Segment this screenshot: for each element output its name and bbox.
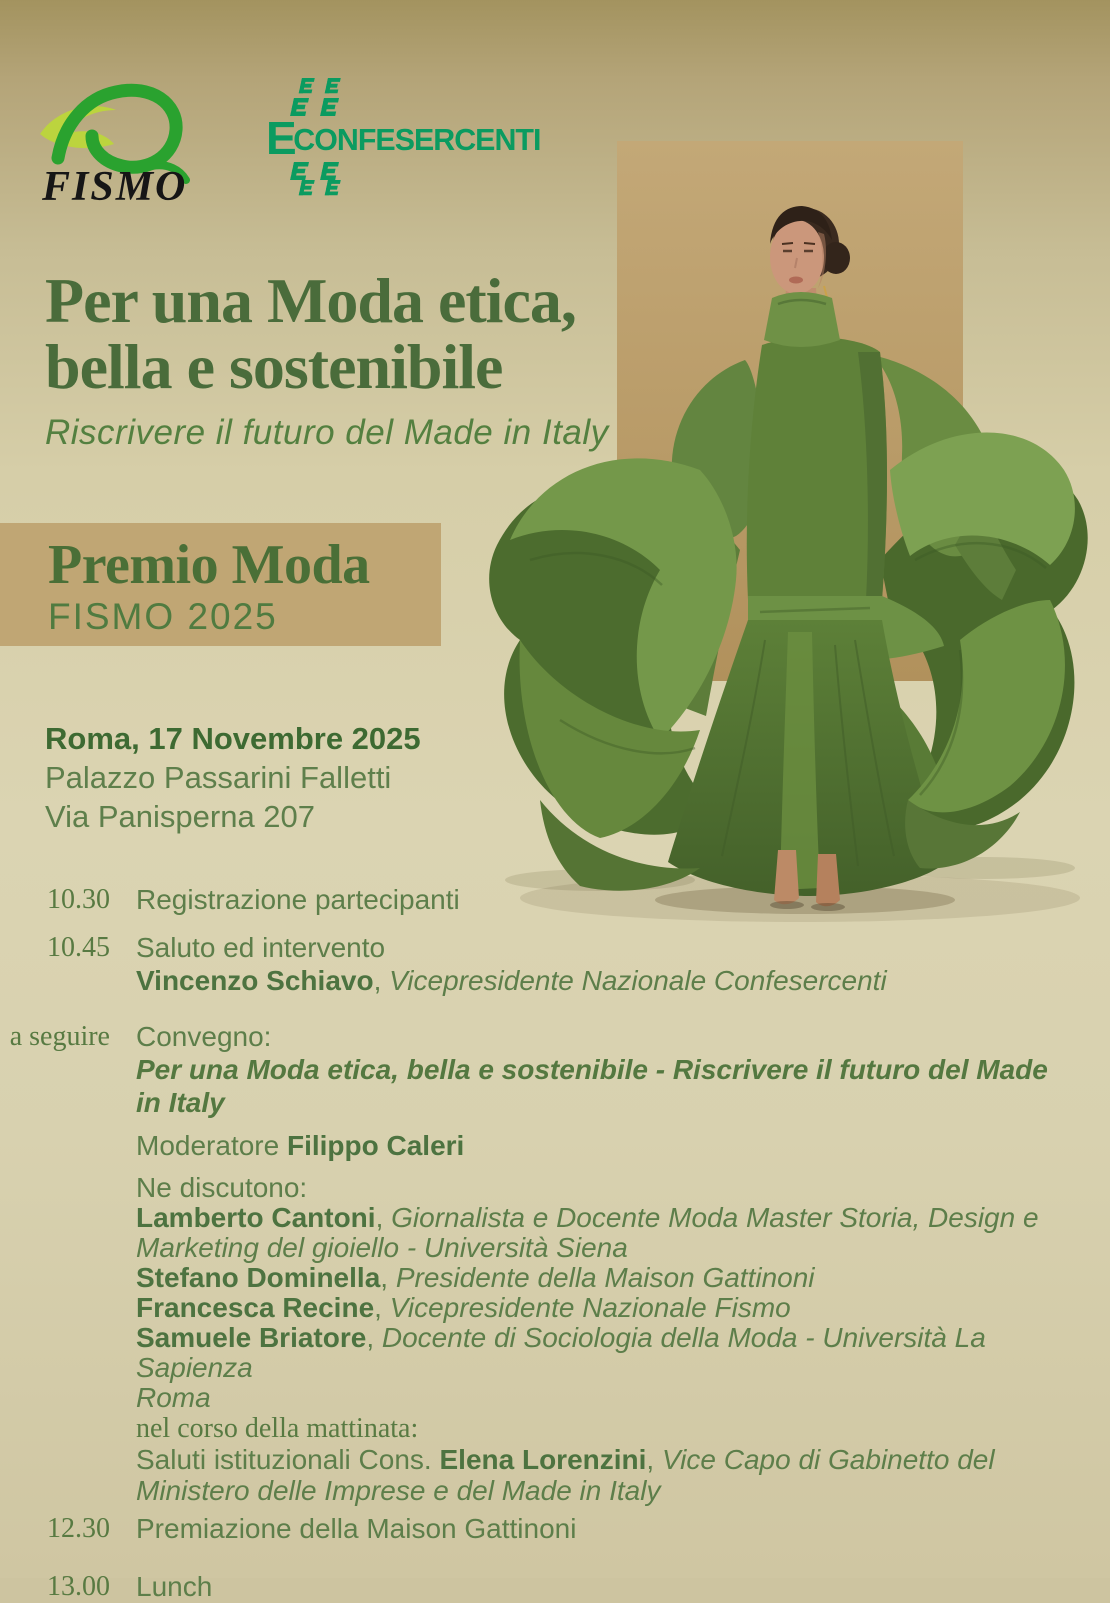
event-title — [45, 265, 576, 402]
schedule-row-convention — [0, 1020, 1110, 1119]
fismo-swirl-icon — [58, 90, 176, 167]
schedule-label: Convegno: Per una Moda etica, bella e sostenibile - Riscrivere il futuro del Made in Italy — [136, 1021, 1048, 1118]
schedule-row-award-ceremony — [0, 1512, 1110, 1545]
schedule-time: 13.00 — [47, 1571, 110, 1602]
speaker-role: Presidente della Maison Gattinoni — [395, 1262, 815, 1293]
event-subtitle: Riscrivere il futuro del Made in Italy — [45, 413, 609, 452]
speaker-role: Ministero delle Imprese e del Made in Italy — [136, 1475, 661, 1506]
award-banner — [0, 523, 441, 646]
speaker-role: Vicepresidente Nazionale Confesercenti — [389, 965, 887, 996]
speaker-name: Vincenzo Schiavo — [136, 965, 374, 996]
schedule-row-lunch — [0, 1570, 1110, 1603]
schedule-label: nel corso della mattinata: Saluti istituzionali Cons. Elena Lorenzini, Vice Capo di Gabinetto del Ministero delle Imprese e del Made in Italy — [136, 1413, 995, 1506]
event-title-line1: Per una Moda etica, — [45, 265, 576, 336]
schedule-label: Registrazione partecipanti — [136, 884, 460, 915]
speaker-role: Roma — [136, 1382, 211, 1413]
event-title-line2: bella e sostenibile — [45, 331, 503, 402]
speaker-name: Lamberto Cantoni — [136, 1202, 376, 1233]
schedule-label: Lunch — [136, 1571, 213, 1602]
schedule-row-greeting — [0, 931, 1110, 997]
fismo-wordmark: FISMO — [42, 164, 188, 210]
schedule-row-morning — [0, 1413, 1110, 1506]
speaker-name: Samuele Briatore — [136, 1322, 367, 1353]
schedule-time: 10.30 — [47, 884, 110, 915]
speaker-role: Giornalista e Docente Moda Master Storia, Design e — [391, 1202, 1039, 1233]
schedule-time: a seguire — [9, 1021, 110, 1052]
speaker-role: Vicepresidente Nazionale Fismo — [389, 1292, 791, 1323]
schedule-label: Premiazione della Maison Gattinoni — [136, 1513, 577, 1544]
schedule-row-moderator — [0, 1129, 1110, 1162]
schedule-row-registration — [0, 883, 1110, 916]
schedule-time: 10.45 — [47, 932, 110, 963]
speaker-role: Vice Capo di Gabinetto del — [661, 1444, 995, 1475]
event-date: Roma, 17 Novembre 2025 — [45, 721, 421, 756]
schedule-label: Moderatore Filippo Caleri — [136, 1130, 465, 1161]
speaker-name: Elena Lorenzini — [439, 1444, 647, 1475]
panel-heading: Ne discutono: — [136, 1172, 308, 1203]
schedule-label: Saluto ed intervento Vincenzo Schiavo, Vicepresidente Nazionale Confesercenti — [136, 932, 887, 996]
award-title: Premio Moda — [48, 534, 370, 596]
speaker-name: Stefano Dominella — [136, 1262, 381, 1293]
speaker-role: Marketing del gioiello - Università Siena — [136, 1232, 628, 1263]
confesercenti-logo — [258, 76, 541, 198]
speaker-name: Francesca Recine — [136, 1292, 375, 1323]
fismo-logo — [28, 62, 218, 212]
venue-address: Via Panisperna 207 — [45, 799, 316, 834]
moderator-name: Filippo Caleri — [286, 1130, 465, 1161]
schedule — [0, 878, 1110, 1603]
speaker-role: Docente di Sociologia della Moda - Università La Sapienza — [136, 1322, 986, 1383]
schedule-label: Ne discutono: Lamberto Cantoni, Giornalista e Docente Moda Master Storia, Design e Marketing del gioiello - Università Siena Stefano Dominella, Presidente della Maison Gattinoni Francesca Recine, Vicepresidente Nazionale Fismo Samuele Briatore, Docente di Sociologia della Moda - Università La Sapienza Roma — [136, 1173, 1066, 1413]
convention-title: Per una Moda etica, bella e sostenibile - Riscrivere il futuro del Made in Italy — [136, 1054, 1048, 1118]
schedule-row-panel — [0, 1173, 1110, 1413]
morning-heading: nel corso della mattinata: — [136, 1413, 419, 1444]
venue-place: Palazzo Passarini Falletti — [45, 760, 392, 795]
venue-block — [45, 719, 421, 836]
confesercenti-wordmark: CONFESERCENTI — [293, 121, 541, 158]
award-edition: FISMO 2025 — [48, 596, 278, 637]
confesercenti-big-e: E — [266, 112, 297, 164]
schedule-time: 12.30 — [47, 1513, 110, 1544]
